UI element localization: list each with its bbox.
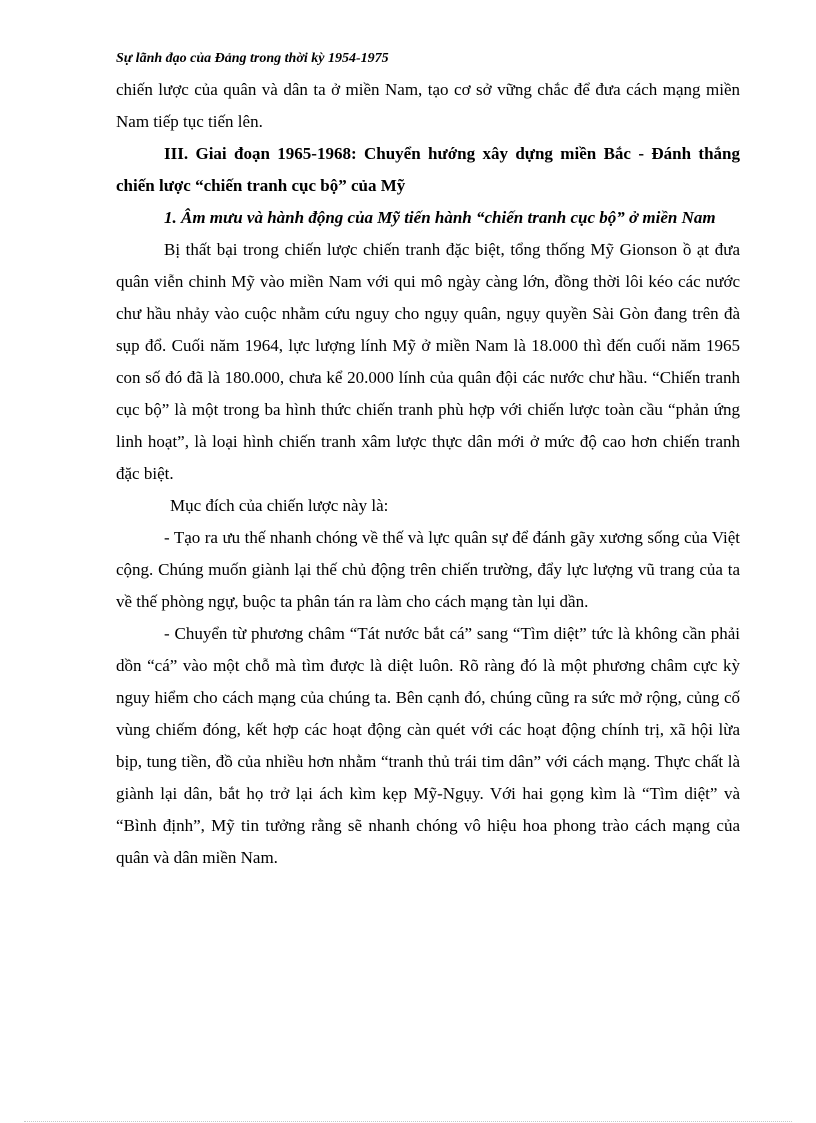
body-paragraph-2: Mục đích của chiến lược này là: xyxy=(170,496,389,515)
subsection-heading: 1. Âm mưu và hành động của Mỹ tiến hành “chiến tranh cục bộ” ở miền Nam xyxy=(164,208,716,227)
running-header: Sự lãnh đạo của Đảng trong thời kỳ 1954-1975 xyxy=(116,51,389,66)
body-paragraph-1: Bị thất bại trong chiến lược chiến tranh đặc biệt, tổng thống Mỹ Gionson ồ ạt đưa quân viễn chinh Mỹ vào miền Nam với qui mô ngày càng lớn, đồng thời lôi kéo các nước chư hầu nhảy vào cuộc nhằm cứu nguy cho ngụy quân, ngụy quyền Sài Gòn đang trên đà sụp đổ. Cuối năm 1964, lực lượng lính Mỹ ở miền Nam là 18.000 thì đến cuối năm 1965 con số đó đã là 180.000, chưa kể 20.000 lính của quân đội các nước chư hầu. “Chiến tranh cục bộ” là một trong ba hình thức chiến tranh phù hợp với chiến lược toàn cầu “phản ứng linh hoạt”, là loại hình chiến tranh xâm lược thực dân mới ở mức độ cao hơn chiến tranh đặc biệt. xyxy=(116,240,740,483)
body-paragraph-4: - Chuyển từ phương châm “Tát nước bắt cá” sang “Tìm diệt” tức là không cần phải dồn “cá” vào một chỗ mà tìm được là diệt luôn. Rõ ràng đó là một phương châm cực kỳ nguy hiểm cho cách mạng của chúng ta. Bên cạnh đó, chúng cũng ra sức mở rộng, củng cố vùng chiếm đóng, kết hợp các hoạt động càn quét với các hoạt động chính trị, xã hội lừa bịp, tung tiền, đồ của nhiều hơn nhằm “tranh thủ trái tim dân” với cách mạng. Thực chất là giành lại dân, bắt họ trở lại ách kìm kẹp Mỹ-Ngụy. Với hai gọng kìm là “Tìm diệt” và “Bình định”, Mỹ tin tưởng rằng sẽ nhanh chóng vô hiệu hoa phong trào cách mạng của quân và dân miền Nam. xyxy=(116,624,740,867)
document-page xyxy=(116,50,740,874)
continuation-paragraph: chiến lược của quân và dân ta ở miền Nam, tạo cơ sở vững chắc để đưa cách mạng miền Nam tiếp tục tiến lên. xyxy=(116,80,740,131)
section-heading: III. Giai đoạn 1965-1968: Chuyển hướng xây dựng miền Bắc - Đánh thắng chiến lược “chiến tranh cục bộ” của Mỹ xyxy=(116,144,740,195)
footer-divider xyxy=(24,1121,792,1122)
body-paragraph-3: - Tạo ra ưu thế nhanh chóng về thế và lực quân sự để đánh gãy xương sống của Việt cộng. Chúng muốn giành lại thế chủ động trên chiến trường, đẩy lực lượng vũ trang của ta về thế phòng ngự, buộc ta phân tán ra làm cho cách mạng tàn lụi dần. xyxy=(116,528,740,611)
